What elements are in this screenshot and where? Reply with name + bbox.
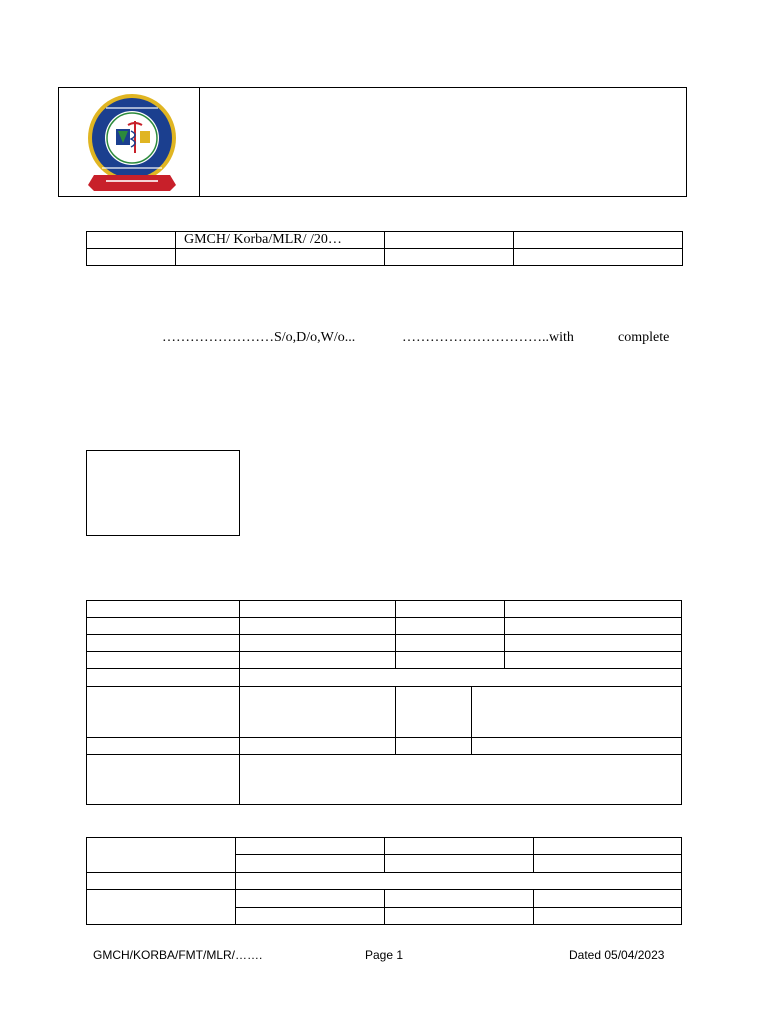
ref-number-cell bbox=[176, 232, 385, 249]
ref-number: GMCH/ Korba/MLR/ /20… bbox=[184, 232, 342, 247]
body-line-part2: …………………………..with bbox=[402, 330, 574, 345]
body-line-part1: ……………………S/o,D/o,W/o... bbox=[162, 330, 356, 345]
ref-cell-empty bbox=[385, 249, 514, 266]
body-line-part3: complete bbox=[618, 330, 670, 345]
date-value-cell bbox=[514, 232, 683, 249]
header-divider bbox=[199, 87, 200, 197]
footer-date: Dated 05/04/2023 bbox=[569, 948, 665, 962]
reference-table bbox=[86, 231, 683, 266]
bottom-table bbox=[86, 837, 682, 925]
date-label-cell bbox=[385, 232, 514, 249]
footer-page-number: Page 1 bbox=[365, 948, 404, 962]
photo-box bbox=[86, 450, 240, 536]
footer-document-code: GMCH/KORBA/FMT/MLR/……. bbox=[93, 948, 263, 962]
ref-label-cell bbox=[87, 232, 176, 249]
ref-cell-empty bbox=[176, 249, 385, 266]
college-seal-logo bbox=[78, 91, 186, 195]
ref-cell-empty bbox=[514, 249, 683, 266]
ref-cell-empty bbox=[87, 249, 176, 266]
details-table bbox=[86, 600, 682, 805]
